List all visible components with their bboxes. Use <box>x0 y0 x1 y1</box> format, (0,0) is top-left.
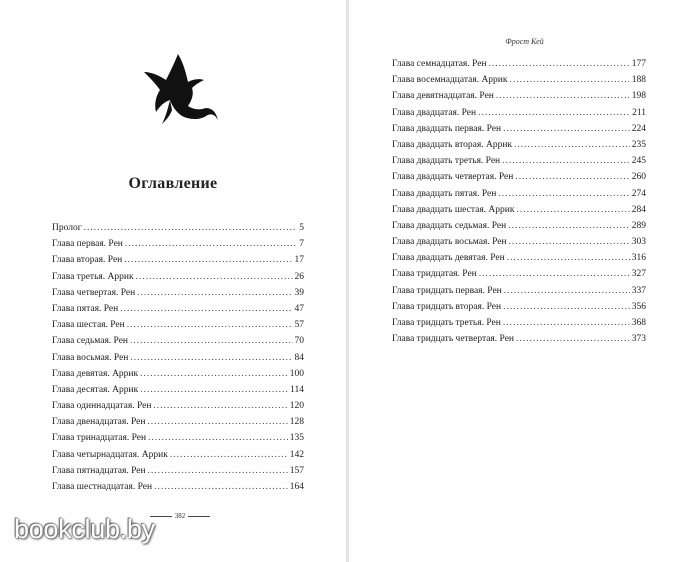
toc-entry-page: 100 <box>289 368 304 379</box>
leader-dots <box>170 447 288 463</box>
toc-entry-title: Глава шестнадцатая. Рен <box>52 482 153 492</box>
leader-dots <box>125 236 297 252</box>
toc-entry-title: Глава седьмая. Рен <box>52 336 129 347</box>
toc-entry-page: 188 <box>631 75 646 86</box>
toc-entry-page: 120 <box>289 401 304 412</box>
toc-entry-page: 327 <box>631 269 646 280</box>
leader-dots <box>478 105 630 121</box>
toc-entry[interactable] <box>52 220 304 236</box>
leader-dots <box>507 250 630 266</box>
toc-entry-title: Глава двадцать третья. Рен <box>392 156 501 167</box>
toc-entry-page: 157 <box>289 465 304 476</box>
toc-entry[interactable] <box>52 447 304 463</box>
toc-entry-page: 114 <box>290 384 304 395</box>
toc-entry[interactable] <box>392 56 646 72</box>
toc-entry-title: Глава первая. Рен <box>52 239 123 250</box>
dragon-silhouette-icon <box>140 50 222 130</box>
toc-entry[interactable] <box>392 250 646 266</box>
leader-dots <box>130 350 292 366</box>
leader-dots <box>510 72 630 88</box>
toc-entry-title: Глава тридцать первая. Рен <box>392 285 502 296</box>
toc-entry-title: Глава тридцать вторая. Рен <box>392 301 502 312</box>
toc-entry[interactable] <box>52 236 304 252</box>
toc-entry-page: 135 <box>289 433 304 444</box>
toc-entry-page: 198 <box>631 91 646 102</box>
toc-entry-title: Глава тридцатая. Рен <box>392 269 477 280</box>
toc-heading: Оглавление <box>128 175 218 192</box>
toc-entry[interactable] <box>392 88 646 104</box>
leader-dots <box>127 317 293 333</box>
toc-entry-title: Глава двадцать четвертая. Рен <box>392 172 514 183</box>
toc-entry-page: 289 <box>631 220 646 231</box>
toc-entry-title: Глава одиннадцатая. Рен <box>52 401 152 412</box>
toc-entry-page: 142 <box>289 449 304 460</box>
toc-entry-page: 356 <box>631 301 646 312</box>
toc-entry-page: 245 <box>631 156 646 167</box>
toc-entry[interactable] <box>52 252 304 268</box>
toc-entry-title: Глава двадцать шестая. Аррик <box>392 204 515 215</box>
toc-entry-title: Глава восьмая. Рен <box>52 352 129 363</box>
toc-entry[interactable] <box>392 169 646 185</box>
toc-entry[interactable] <box>52 414 304 430</box>
page-number: 382 <box>174 512 186 520</box>
leader-dots <box>503 299 630 315</box>
toc-entry-title: Глава двадцать пятая. Рен <box>392 188 497 199</box>
leader-dots <box>516 331 630 347</box>
toc-entry-page: 274 <box>631 188 646 199</box>
leader-dots <box>503 315 630 331</box>
toc-entry[interactable] <box>52 333 304 349</box>
toc-entry[interactable] <box>392 72 646 88</box>
toc-entry-title: Глава двадцать вторая. Аррик <box>392 139 513 150</box>
toc-entry-title: Глава тринадцатая. Рен <box>52 433 147 444</box>
toc-entry-title: Глава тридцать третья. Рен <box>392 318 501 328</box>
leader-dots <box>515 169 629 185</box>
toc-entry-page: 5 <box>299 223 304 233</box>
toc-entry-page: 337 <box>631 285 646 296</box>
leader-dots <box>508 218 630 234</box>
leader-dots <box>503 121 630 137</box>
leader-dots <box>514 137 630 153</box>
toc-entry-title: Глава двадцать девятая. Рен <box>392 253 505 264</box>
toc-entry[interactable] <box>392 153 646 169</box>
toc-entry[interactable] <box>392 202 646 218</box>
toc-entry[interactable] <box>52 301 304 317</box>
toc-list-left <box>52 220 304 495</box>
toc-entry[interactable] <box>52 382 304 398</box>
toc-entry[interactable] <box>52 317 304 333</box>
leader-dots <box>140 382 288 398</box>
leader-dots <box>498 186 629 202</box>
toc-entry-page: 284 <box>631 204 646 215</box>
toc-entry-page: 177 <box>631 59 646 69</box>
toc-entry-title: Глава двадцать восьмая. Рен <box>392 237 507 248</box>
leader-dots <box>489 56 630 72</box>
toc-entry-page: 47 <box>294 303 304 314</box>
toc-entry[interactable] <box>52 350 304 366</box>
toc-entry[interactable] <box>392 283 646 299</box>
leader-dots <box>120 301 292 317</box>
leader-dots <box>153 398 287 414</box>
toc-entry-title: Глава тридцать четвертая. Рен <box>392 334 515 345</box>
running-head: Фрост Кей <box>505 37 544 46</box>
toc-entry[interactable] <box>52 479 304 495</box>
leader-dots <box>148 463 288 479</box>
leader-dots <box>517 202 630 218</box>
toc-list-right <box>392 56 646 347</box>
toc-entry-title: Глава четырнадцатая. Аррик <box>52 449 168 460</box>
toc-entry[interactable] <box>392 105 646 121</box>
leader-dots <box>502 153 630 169</box>
toc-entry[interactable] <box>392 331 646 347</box>
toc-entry[interactable] <box>392 234 646 250</box>
toc-entry-title: Глава семнадцатая. Рен <box>392 59 487 69</box>
toc-entry-page: 316 <box>631 253 646 264</box>
leader-dots <box>154 479 288 495</box>
toc-entry-title: Глава двадцатая. Рен <box>392 107 477 118</box>
toc-entry-page: 373 <box>631 334 646 345</box>
toc-entry-page: 128 <box>289 417 304 428</box>
toc-entry-title: Пролог <box>52 223 82 233</box>
toc-entry[interactable] <box>52 463 304 479</box>
leader-dots <box>496 88 630 104</box>
toc-entry-page: 57 <box>294 320 304 331</box>
toc-entry-title: Глава двенадцатая. Рен <box>52 417 146 428</box>
toc-entry[interactable] <box>392 266 646 282</box>
toc-entry-title: Глава девятая. Аррик <box>52 368 139 379</box>
toc-entry[interactable] <box>392 121 646 137</box>
toc-entry-page: 260 <box>631 172 646 183</box>
toc-entry-page: 303 <box>631 237 646 248</box>
toc-entry[interactable] <box>392 315 646 331</box>
toc-entry[interactable] <box>52 366 304 382</box>
toc-entry-title: Глава вторая. Рен <box>52 255 123 266</box>
toc-entry-page: 164 <box>289 482 304 492</box>
toc-entry[interactable] <box>392 218 646 234</box>
toc-entry[interactable] <box>392 137 646 153</box>
left-page <box>0 0 346 562</box>
toc-entry-title: Глава двадцать первая. Рен <box>392 123 502 134</box>
toc-entry-title: Глава третья. Аррик <box>52 271 134 282</box>
toc-entry-page: 368 <box>631 318 646 328</box>
toc-entry-page: 26 <box>294 271 304 282</box>
toc-entry-page: 84 <box>294 352 304 363</box>
toc-entry-title: Глава девятнадцатая. Рен <box>392 91 494 102</box>
leader-dots <box>148 430 288 446</box>
watermark-text: bookclub.by <box>14 514 155 544</box>
toc-entry-title: Глава пятнадцатая. Рен <box>52 465 146 476</box>
leader-dots <box>140 366 288 382</box>
leader-dots <box>136 269 293 285</box>
folio-rule-right <box>188 516 210 517</box>
toc-entry-title: Глава восемнадцатая. Аррик <box>392 75 508 86</box>
toc-entry-page: 224 <box>631 123 646 134</box>
toc-entry-title: Глава четвертая. Рен <box>52 287 136 298</box>
toc-entry-title: Глава десятая. Аррик <box>52 384 139 395</box>
toc-entry-page: 39 <box>294 287 304 298</box>
toc-entry-title: Глава пятая. Рен <box>52 303 119 314</box>
toc-entry-page: 7 <box>299 239 304 250</box>
leader-dots <box>504 283 630 299</box>
leader-dots <box>147 414 287 430</box>
toc-entry-title: Глава шестая. Рен <box>52 320 125 331</box>
toc-entry[interactable] <box>392 299 646 315</box>
toc-entry-page: 17 <box>294 255 304 266</box>
toc-entry[interactable] <box>392 186 646 202</box>
toc-entry[interactable] <box>52 285 304 301</box>
toc-entry-page: 70 <box>294 336 304 347</box>
leader-dots <box>479 266 630 282</box>
toc-entry-page: 235 <box>631 139 646 150</box>
leader-dots <box>509 234 630 250</box>
leader-dots <box>84 220 298 236</box>
toc-entry[interactable] <box>52 430 304 446</box>
leader-dots <box>130 333 292 349</box>
toc-entry[interactable] <box>52 398 304 414</box>
toc-entry-title: Глава двадцать седьмая. Рен <box>392 220 507 231</box>
toc-entry-page: 211 <box>632 107 646 118</box>
leader-dots <box>124 252 292 268</box>
leader-dots <box>137 285 292 301</box>
toc-entry[interactable] <box>52 269 304 285</box>
